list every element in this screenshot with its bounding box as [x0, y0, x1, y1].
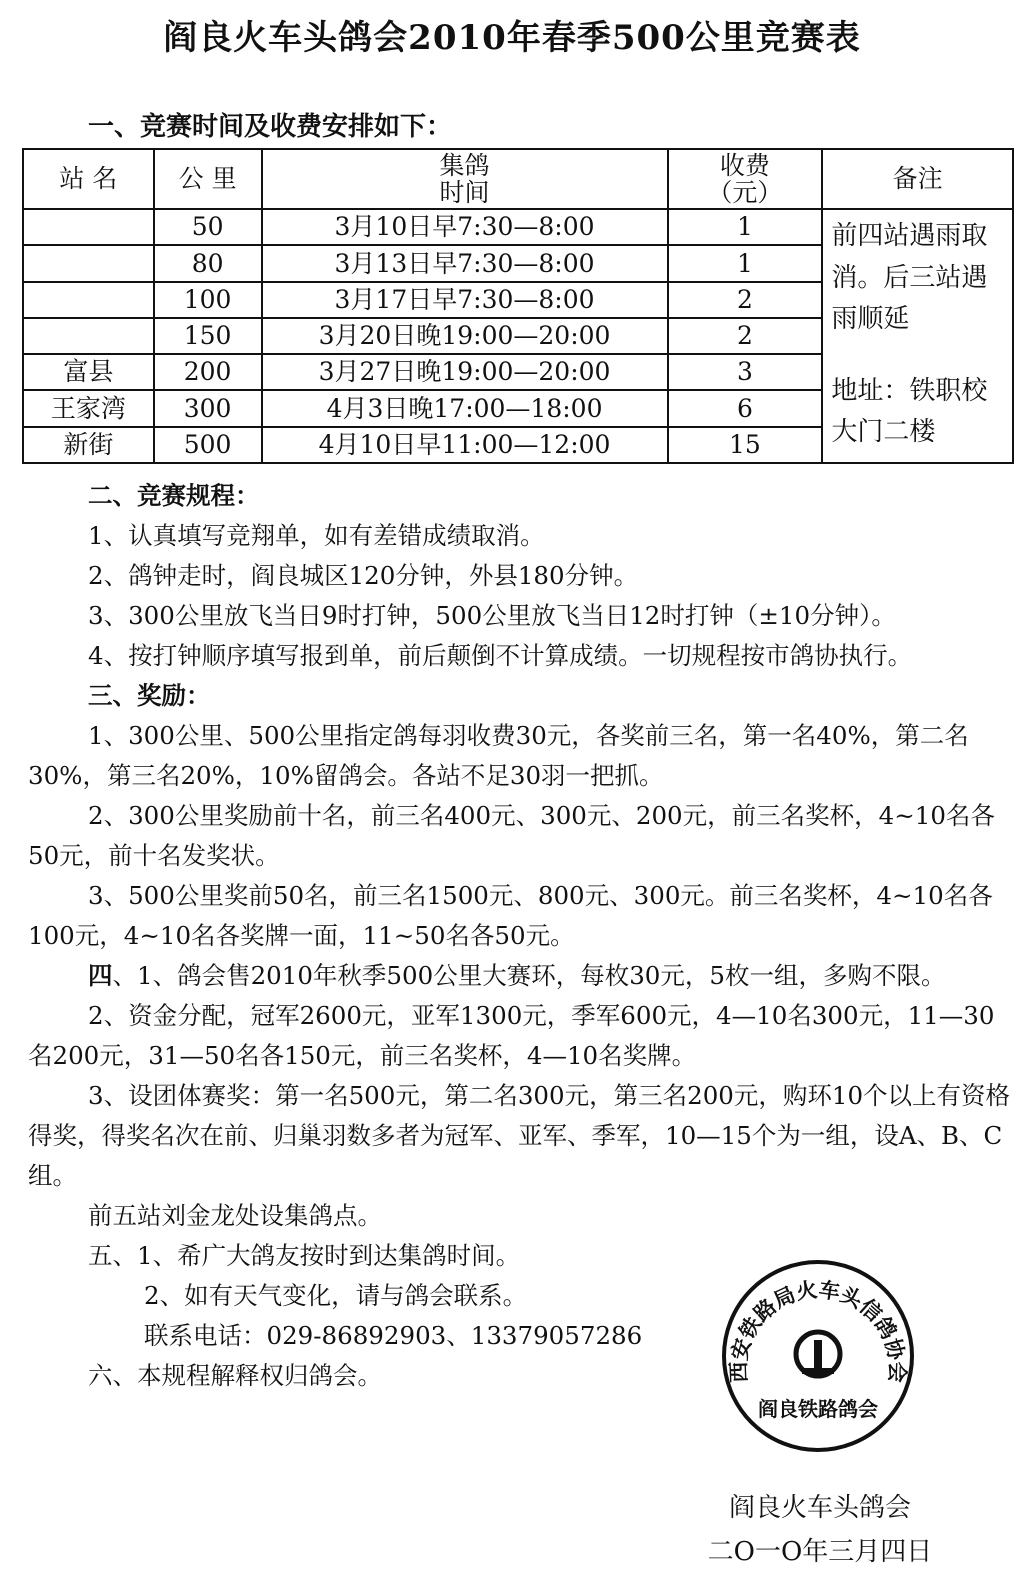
- cell-km: 50: [154, 209, 262, 245]
- cell-time: 4月3日晚17:00—18:00: [262, 390, 668, 426]
- note-line: 消。后三站遇: [831, 262, 988, 293]
- section5-line: 2、如有天气变化，请与鸽会联系。: [144, 1281, 528, 1310]
- section3-heading: 三、奖励：: [88, 681, 211, 710]
- address-line: 大门二楼: [831, 417, 936, 448]
- signature-date: 二O一O年三月四日: [707, 1537, 933, 1567]
- cell-time: 4月10日早11:00—12:00: [262, 427, 668, 463]
- signature-block: [690, 1486, 950, 1574]
- official-seal: [718, 1256, 918, 1456]
- header-time: [262, 149, 668, 209]
- cell-station: 新街: [23, 427, 154, 463]
- section4-item: 3、设团体赛奖：第一名500元，第二名300元，第三名200元，购环10个以上有资格得奖，得奖名次在前、归巢羽数多者为冠军、亚军、季军，10—15个为一组，设A、B、C组。: [28, 1081, 1011, 1190]
- section4-label: 四: [88, 961, 113, 990]
- cell-station: 富县: [23, 354, 154, 390]
- header-fee-line2: （元）: [707, 178, 783, 207]
- cell-time: 3月10日早7:30—8:00: [262, 209, 668, 245]
- cell-fee: 3: [668, 354, 823, 390]
- seal-inner-text: 阎良铁路鸽会: [758, 1397, 878, 1421]
- cell-time: 3月27日晚19:00—20:00: [262, 354, 668, 390]
- cell-time: 3月20日晚19:00—20:00: [262, 318, 668, 354]
- rule-item: 3、300公里放飞当日9时打钟，500公里放飞当日12时打钟（±10分钟）。: [88, 601, 896, 630]
- cell-fee: 2: [668, 282, 823, 318]
- header-note: 备注: [822, 149, 1013, 209]
- section1-heading: 一、竞赛时间及收费安排如下：: [88, 112, 453, 142]
- cell-km: 80: [154, 245, 262, 281]
- cell-fee: 1: [668, 245, 823, 281]
- section5-line: 五、1、希广大鸽友按时到达集鸽时间。: [88, 1241, 521, 1270]
- header-station: 站 名: [23, 149, 154, 209]
- header-fee-line1: 收费: [719, 150, 770, 180]
- cell-km: 200: [154, 354, 262, 390]
- cell-note: [822, 209, 1013, 463]
- cell-km: 500: [154, 427, 262, 463]
- cell-fee: 15: [668, 427, 823, 463]
- contact-phone: 联系电话：029-86892903、13379057286: [144, 1321, 643, 1350]
- railway-logo-icon: [796, 1332, 840, 1376]
- section2-heading: 二、竞赛规程：: [88, 481, 260, 510]
- reward-item: 2、300公里奖励前十名，前三名400元、300元、200元，前三名奖杯，4~10名各50元，前十名发奖状。: [28, 801, 995, 870]
- page-title: 阎良火车头鸽会2010年春季500公里竞赛表: [163, 18, 861, 58]
- signature-org: 阎良火车头鸽会: [728, 1493, 911, 1523]
- cell-time: 3月17日早7:30—8:00: [262, 282, 668, 318]
- cell-station: [23, 209, 154, 245]
- cell-fee: 6: [668, 390, 823, 426]
- table-header-row: [23, 149, 1013, 209]
- address-line: 地址：铁职校: [831, 375, 988, 406]
- rule-item: 2、鸽钟走时，阎良城区120分钟，外县180分钟。: [88, 561, 639, 590]
- collection-point: 前五站刘金龙处设集鸽点。: [88, 1201, 382, 1230]
- reward-item: 3、500公里奖前50名，前三名1500元、800元、300元。前三名奖杯，4~10名各100元，4~10名各奖牌一面，11~50名各50元。: [28, 881, 993, 950]
- cell-km: 150: [154, 318, 262, 354]
- cell-station: [23, 318, 154, 354]
- header-fee: [668, 149, 823, 209]
- header-time-line2: 时间: [439, 178, 490, 207]
- cell-station: [23, 245, 154, 281]
- section4-item: [28, 956, 1012, 996]
- schedule-table: [22, 148, 1014, 464]
- cell-station: 王家湾: [23, 390, 154, 426]
- header-time-line1: 集鸽: [439, 150, 490, 180]
- reward-item: 1、300公里、500公里指定鸽每羽收费30元，各奖前三名，第一名40%，第二名30%，第三名20%，10%留鸽会。各站不足30羽一把抓。: [28, 721, 969, 790]
- section4-item: 2、资金分配，冠军2600元，亚军1300元，季军600元，4—10名300元，11—30名200元，31—50名各150元，前三名奖杯，4—10名奖牌。: [28, 1001, 995, 1070]
- table-row: [23, 209, 1013, 245]
- cell-time: 3月13日早7:30—8:00: [262, 245, 668, 281]
- section6-line: 六、本规程解释权归鸽会。: [88, 1361, 382, 1390]
- header-km: 公 里: [154, 149, 262, 209]
- cell-station: [23, 282, 154, 318]
- cell-km: 300: [154, 390, 262, 426]
- cell-fee: 2: [668, 318, 823, 354]
- rule-item: 4、按打钟顺序填写报到单，前后颠倒不计算成绩。一切规程按市鸽协执行。: [88, 641, 913, 670]
- rule-item: 1、认真填写竞翔单，如有差错成绩取消。: [88, 521, 545, 550]
- note-line: 雨顺延: [831, 304, 910, 335]
- seal-outer-text: 西安铁路局火车头信鸽协会: [725, 1276, 911, 1384]
- cell-fee: 1: [668, 209, 823, 245]
- section4-item-text: 、1、鸽会售2010年秋季500公里大赛环，每枚30元，5枚一组，多购不限。: [112, 961, 946, 990]
- note-line: 前四站遇雨取: [831, 221, 988, 251]
- cell-km: 100: [154, 282, 262, 318]
